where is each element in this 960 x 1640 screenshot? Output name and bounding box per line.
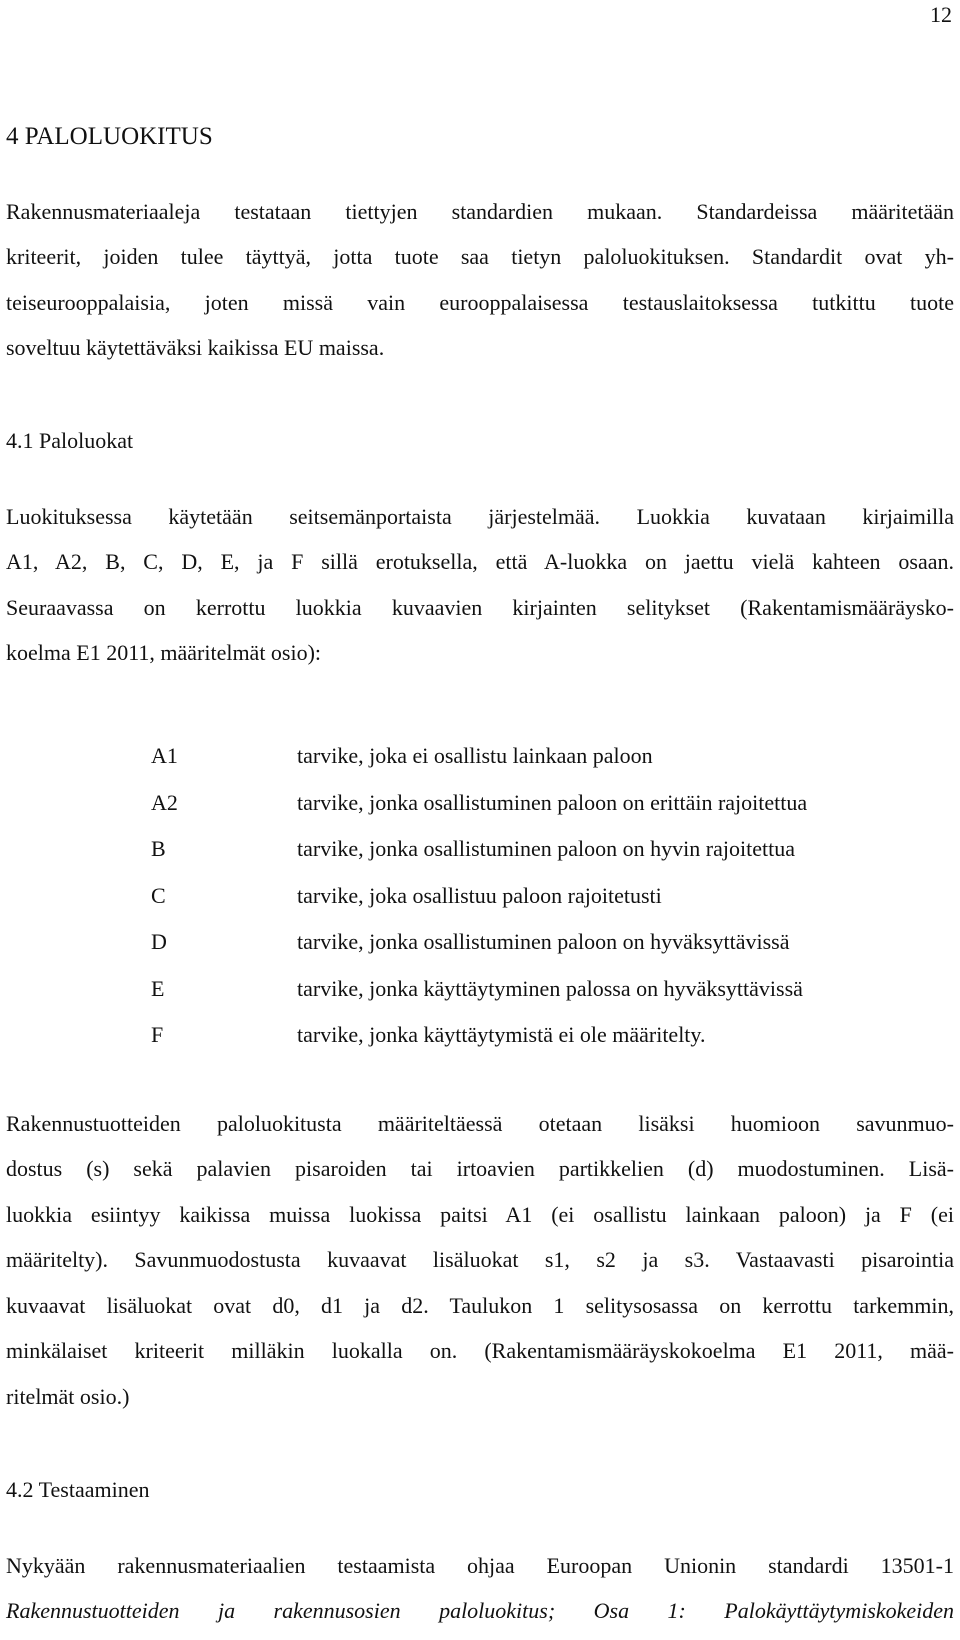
class-description: tarvike, jonka osallistuminen paloon on hyväksyttävissä xyxy=(297,929,790,954)
section-4-2-title: 4.2 Testaaminen xyxy=(6,1477,150,1502)
chapter-title: 4 PALOLUOKITUS xyxy=(6,123,213,150)
class-description: tarvike, jonka käyttäytymistä ei ole määritelty. xyxy=(297,1022,706,1047)
class-code: F xyxy=(151,1022,164,1047)
after-list-line-5: kuvaavat lisäluokat ovat d0, d1 ja d2. Taulukon 1 selitysosassa on kerrottu tarkemmin, xyxy=(6,1293,954,1318)
class-code: A2 xyxy=(151,790,178,815)
intro-line-3: teiseurooppalaisia, joten missä vain eurooppalaisessa testauslaitoksessa tutkittu tuote xyxy=(6,290,954,315)
class-description: tarvike, jonka käyttäytyminen palossa on hyväksyttävissä xyxy=(297,976,803,1001)
class-code: D xyxy=(151,929,167,954)
class-code: E xyxy=(151,976,165,1001)
after-list-line-1: Rakennustuotteiden paloluokitusta määriteltäessä otetaan lisäksi huomioon savunmuo- xyxy=(6,1111,954,1136)
page-number: 12 xyxy=(930,2,952,27)
after-list-line-3: luokkia esiintyy kaikissa muissa luokissa paitsi A1 (ei osallistu lainkaan paloon) ja F (ei xyxy=(6,1202,954,1227)
section-4-1-line-4: koelma E1 2011, määritelmät osio): xyxy=(6,640,322,665)
class-code: A1 xyxy=(151,743,178,768)
class-description: tarvike, jonka osallistuminen paloon on hyvin rajoitettua xyxy=(297,836,795,861)
section-4-1-line-2: A1, A2, B, C, D, E, ja F sillä erotuksella, että A-luokka on jaettu vielä kahteen osaan. xyxy=(6,549,954,574)
after-list-line-4: määritelty). Savunmuodostusta kuvaavat lisäluokat s1, s2 ja s3. Vastaavasti pisarointia xyxy=(6,1247,954,1272)
intro-line-4: soveltuu käytettäväksi kaikissa EU maissa. xyxy=(6,335,385,360)
class-code: B xyxy=(151,836,166,861)
section-4-2-line-1: Nykyään rakennusmateriaalien testaamista ohjaa Euroopan Unionin standardi 13501-1 xyxy=(6,1553,954,1578)
after-list-line-6: minkälaiset kriteerit milläkin luokalla on. (Rakentamismääräyskokoelma E1 2011, mää- xyxy=(6,1338,954,1363)
intro-line-1: Rakennusmateriaaleja testataan tiettyjen standardien mukaan. Standardeissa määritetään xyxy=(6,199,954,224)
class-description: tarvike, joka ei osallistu lainkaan paloon xyxy=(297,743,653,768)
class-code: C xyxy=(151,883,166,908)
section-4-1-title: 4.1 Paloluokat xyxy=(6,428,134,453)
after-list-line-2: dostus (s) sekä palavien pisaroiden tai irtoavien partikkelien (d) muodostuminen. Lisä- xyxy=(6,1156,954,1181)
section-4-2-line-2: Rakennustuotteiden ja rakennusosien paloluokitus; Osa 1: Palokäyttäytymiskokeiden xyxy=(6,1598,954,1623)
class-description: tarvike, jonka osallistuminen paloon on erittäin rajoitettua xyxy=(297,790,808,815)
after-list-line-7: ritelmät osio.) xyxy=(6,1384,130,1409)
intro-line-2: kriteerit, joiden tulee täyttyä, jotta tuote saa tietyn paloluokituksen. Standardit ovat yh- xyxy=(6,244,954,269)
class-description: tarvike, joka osallistuu paloon rajoitetusti xyxy=(297,883,662,908)
section-4-1-line-1: Luokituksessa käytetään seitsemänportaista järjestelmää. Luokkia kuvataan kirjaimilla xyxy=(6,504,954,529)
section-4-1-line-3: Seuraavassa on kerrottu luokkia kuvaavien kirjainten selitykset (Rakentamismääräysko- xyxy=(6,595,954,620)
